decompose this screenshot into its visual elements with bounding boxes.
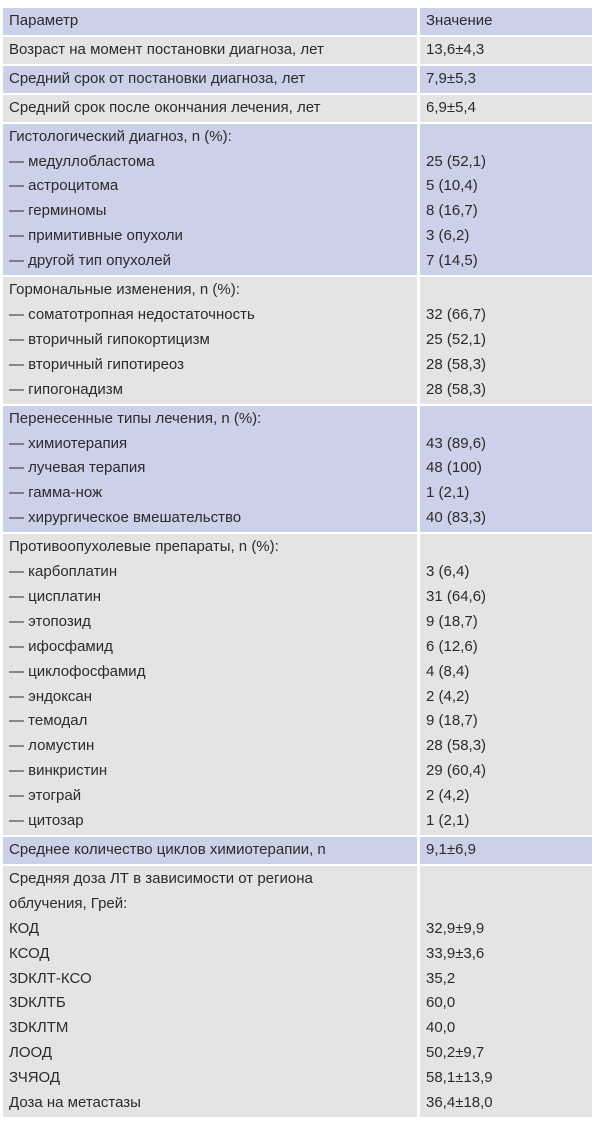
value-line: 2 (4,2) xyxy=(426,687,470,705)
parameter-line: Противоопухолевые препараты, n (%): xyxy=(9,538,279,556)
parameter-line: — гамма-нож xyxy=(9,484,103,502)
parameter-line: — циклофосфамид xyxy=(9,662,146,680)
value-line: 33,9±3,6 xyxy=(426,944,485,962)
value-cell xyxy=(420,837,592,864)
value-line: 7,9±5,3 xyxy=(426,69,476,87)
parameter-line: — темодал xyxy=(9,712,88,730)
value-cell xyxy=(420,124,592,275)
parameter-line: — другой тип опухолей xyxy=(9,252,171,270)
parameter-cell xyxy=(3,837,417,864)
value-line: 9 (18,7) xyxy=(426,612,478,630)
parameter-line: — цисплатин xyxy=(9,587,102,605)
value-cell xyxy=(420,866,592,1117)
value-line: 28 (58,3) xyxy=(426,355,487,373)
value-cell xyxy=(420,534,592,835)
value-line xyxy=(426,892,586,917)
parameter-line: — эндоксан xyxy=(9,687,93,705)
header-parameter-text: Параметр xyxy=(9,12,79,29)
value-cell xyxy=(420,406,592,533)
parameter-cell xyxy=(3,37,417,64)
value-line: 28 (58,3) xyxy=(426,380,487,398)
header-value xyxy=(420,8,592,35)
value-line: 2 (4,2) xyxy=(426,787,470,805)
value-line: 25 (52,1) xyxy=(426,152,487,170)
parameter-line: Средний срок от постановки диагноза, лет xyxy=(9,69,306,87)
parameter-line: Средняя доза ЛТ в зависимости от региона xyxy=(9,869,313,887)
value-line: 6,9±5,4 xyxy=(426,98,476,116)
value-cell xyxy=(420,66,592,93)
table-row xyxy=(0,95,600,122)
value-line: 58,1±13,9 xyxy=(426,1069,493,1087)
value-line xyxy=(426,867,586,892)
value-line: 9,1±6,9 xyxy=(426,841,476,858)
value-line: 40 (83,3) xyxy=(426,509,487,527)
parameter-line: Среднее количество циклов химиотерапии, n xyxy=(9,841,326,858)
value-line: 31 (64,6) xyxy=(426,587,487,605)
parameter-line: Доза на метастазы xyxy=(9,1094,141,1112)
parameter-line: — хирургическое вмешательство xyxy=(9,509,242,527)
parameter-line: Гистологический диагноз, n (%): xyxy=(9,127,232,145)
parameter-line: — медуллобластома xyxy=(9,152,155,170)
value-line: 40,0 xyxy=(426,1019,456,1037)
table-row xyxy=(0,534,600,835)
parameter-line: КСОД xyxy=(9,944,50,962)
value-line: 8 (16,7) xyxy=(426,202,478,220)
parameter-line: облучения, Грей: xyxy=(9,894,128,912)
value-line: 28 (58,3) xyxy=(426,737,487,755)
parameter-line: ЛООД xyxy=(9,1044,53,1062)
parameter-line: — карбоплатин xyxy=(9,563,118,581)
header-parameter xyxy=(3,8,417,35)
value-line: 32 (66,7) xyxy=(426,305,487,323)
parameter-cell xyxy=(3,277,417,404)
value-line: 1 (2,1) xyxy=(426,812,470,830)
value-line xyxy=(426,407,586,432)
parameter-line: Возраст на момент постановки диагноза, лет xyxy=(9,40,324,58)
parameter-line: Средний срок после окончания лечения, лет xyxy=(9,98,321,116)
table-header-row xyxy=(0,8,600,35)
parameter-line: — герминомы xyxy=(9,202,107,220)
value-line: 3 (6,4) xyxy=(426,563,470,581)
parameters-table xyxy=(0,8,600,1120)
parameter-line: Перенесенные типы лечения, n (%): xyxy=(9,409,262,427)
header-value-text: Значение xyxy=(426,12,493,29)
table-row xyxy=(0,124,600,275)
value-line: 32,9±9,9 xyxy=(426,919,485,937)
value-cell xyxy=(420,95,592,122)
value-line: 4 (8,4) xyxy=(426,662,470,680)
parameter-line: — соматотропная недостаточность xyxy=(9,305,255,323)
value-line: 29 (60,4) xyxy=(426,762,487,780)
parameter-line: — этопозид xyxy=(9,612,91,630)
parameter-cell xyxy=(3,95,417,122)
parameter-line: 3DКЛТМ xyxy=(9,1019,69,1037)
parameter-line: — химиотерапия xyxy=(9,434,128,452)
table-row xyxy=(0,37,600,64)
value-line: 9 (18,7) xyxy=(426,712,478,730)
value-cell xyxy=(420,277,592,404)
parameter-line: — вторичный гипотиреоз xyxy=(9,355,184,373)
table-row xyxy=(0,277,600,404)
parameter-line: — примитивные опухоли xyxy=(9,227,183,245)
value-line xyxy=(426,278,586,303)
table-row xyxy=(0,66,600,93)
parameter-line: — винкристин xyxy=(9,762,108,780)
table-body xyxy=(0,37,600,1117)
table-row xyxy=(0,866,600,1117)
value-line: 7 (14,5) xyxy=(426,252,478,270)
value-line: 6 (12,6) xyxy=(426,637,478,655)
value-line: 60,0 xyxy=(426,994,456,1012)
value-line: 36,4±18,0 xyxy=(426,1094,493,1112)
parameter-line: КОД xyxy=(9,919,40,937)
value-line: 48 (100) xyxy=(426,459,482,477)
value-cell xyxy=(420,37,592,64)
parameter-cell xyxy=(3,406,417,533)
parameter-cell xyxy=(3,866,417,1117)
value-line: 25 (52,1) xyxy=(426,330,487,348)
value-line: 13,6±4,3 xyxy=(426,40,485,58)
parameter-line: ЗЧЯОД xyxy=(9,1069,61,1087)
parameter-line: 3DКЛТБ xyxy=(9,994,66,1012)
table-row xyxy=(0,406,600,533)
value-line: 50,2±9,7 xyxy=(426,1044,485,1062)
parameter-line: 3DКЛТ-КСО xyxy=(9,969,92,987)
value-line xyxy=(426,535,586,560)
parameter-line: — астроцитома xyxy=(9,177,119,195)
value-line: 1 (2,1) xyxy=(426,484,470,502)
parameter-line: Гормональные изменения, n (%): xyxy=(9,281,240,299)
parameter-line: — цитозар xyxy=(9,812,84,830)
parameter-cell xyxy=(3,534,417,835)
parameter-line: — этограй xyxy=(9,787,82,805)
value-line: 5 (10,4) xyxy=(426,177,478,195)
table-row xyxy=(0,837,600,864)
value-line: 3 (6,2) xyxy=(426,227,470,245)
value-line: 43 (89,6) xyxy=(426,434,487,452)
parameter-line: — ломустин xyxy=(9,737,95,755)
value-line xyxy=(426,125,586,150)
parameter-line: — лучевая терапия xyxy=(9,459,146,477)
value-line: 35,2 xyxy=(426,969,456,987)
parameter-line: — гипогонадизм xyxy=(9,380,123,398)
parameter-cell xyxy=(3,66,417,93)
parameter-line: — вторичный гипокортицизм xyxy=(9,330,210,348)
parameter-cell xyxy=(3,124,417,275)
parameter-line: — ифосфамид xyxy=(9,637,113,655)
